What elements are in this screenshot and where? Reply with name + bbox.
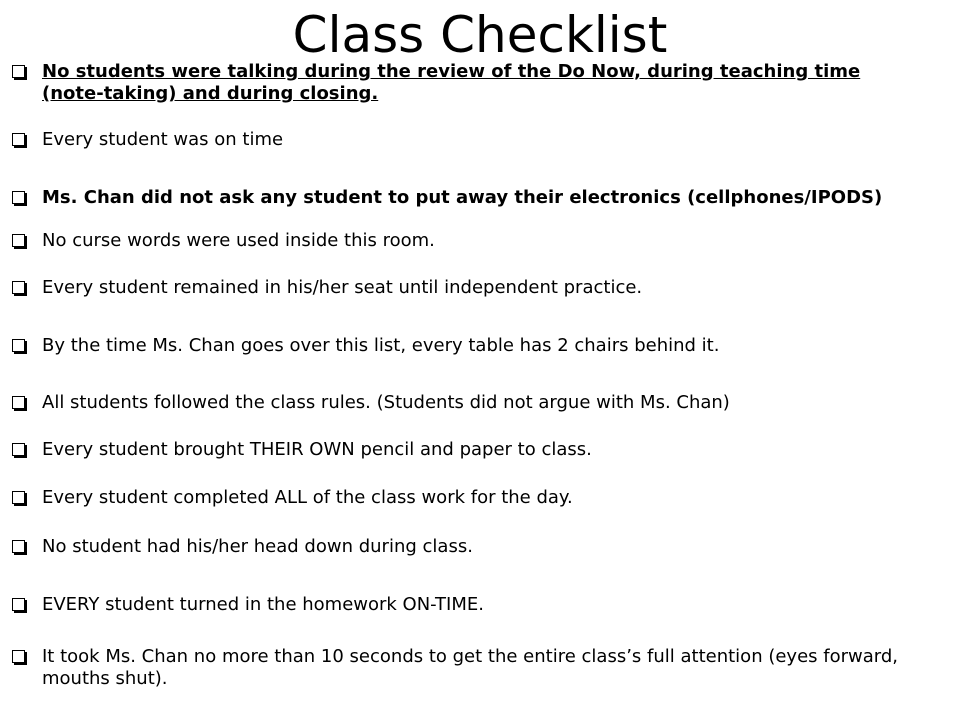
checklist-item <box>12 187 912 209</box>
checklist-item <box>12 129 912 151</box>
checklist-item-text: Every student was on time <box>42 129 284 150</box>
checkbox-icon[interactable] <box>12 396 25 409</box>
checklist-item <box>12 230 912 252</box>
checkbox-icon[interactable] <box>12 598 25 611</box>
checklist-item <box>12 335 912 357</box>
checklist-item <box>12 536 912 558</box>
checklist-item-text: EVERY student turned in the homework ON-TIME. <box>42 594 484 615</box>
checklist-item-text: By the time Ms. Chan goes over this list, every table has 2 chairs behind it. <box>42 335 720 356</box>
checklist-item-text: No student had his/her head down during class. <box>42 536 473 557</box>
checklist-item <box>12 594 912 616</box>
page-title: Class Checklist <box>292 6 668 64</box>
checklist-item-text: No curse words were used inside this room. <box>42 230 435 251</box>
checklist-item-text: Every student brought THEIR OWN pencil and paper to class. <box>42 439 592 460</box>
checklist-item <box>12 487 912 509</box>
checkbox-icon[interactable] <box>12 281 25 294</box>
checklist-item <box>12 646 912 690</box>
checkbox-icon[interactable] <box>12 339 25 352</box>
checkbox-icon[interactable] <box>12 540 25 553</box>
checklist-item-text: No students were talking during the review of the Do Now, during teaching time (note-taking) and during closing. <box>42 61 861 104</box>
checkbox-icon[interactable] <box>12 443 25 456</box>
checklist-item-text: All students followed the class rules. (Students did not argue with Ms. Chan) <box>42 392 730 413</box>
checklist-item-text: Every student remained in his/her seat until independent practice. <box>42 277 643 298</box>
checklist-item-text: Every student completed ALL of the class work for the day. <box>42 487 573 508</box>
checkbox-icon[interactable] <box>12 191 25 204</box>
checklist-item-text: It took Ms. Chan no more than 10 seconds to get the entire class’s full attention (eyes forward, mouths shut). <box>42 646 898 689</box>
checkbox-icon[interactable] <box>12 65 25 78</box>
checklist-item <box>12 61 912 105</box>
checkbox-icon[interactable] <box>12 234 25 247</box>
checkbox-icon[interactable] <box>12 133 25 146</box>
checklist-item <box>12 439 912 461</box>
checklist-item-text: Ms. Chan did not ask any student to put away their electronics (cellphones/IPODS) <box>42 187 883 208</box>
checklist-item <box>12 277 912 299</box>
checklist-item <box>12 392 912 414</box>
checkbox-icon[interactable] <box>12 491 25 504</box>
checkbox-icon[interactable] <box>12 650 25 663</box>
